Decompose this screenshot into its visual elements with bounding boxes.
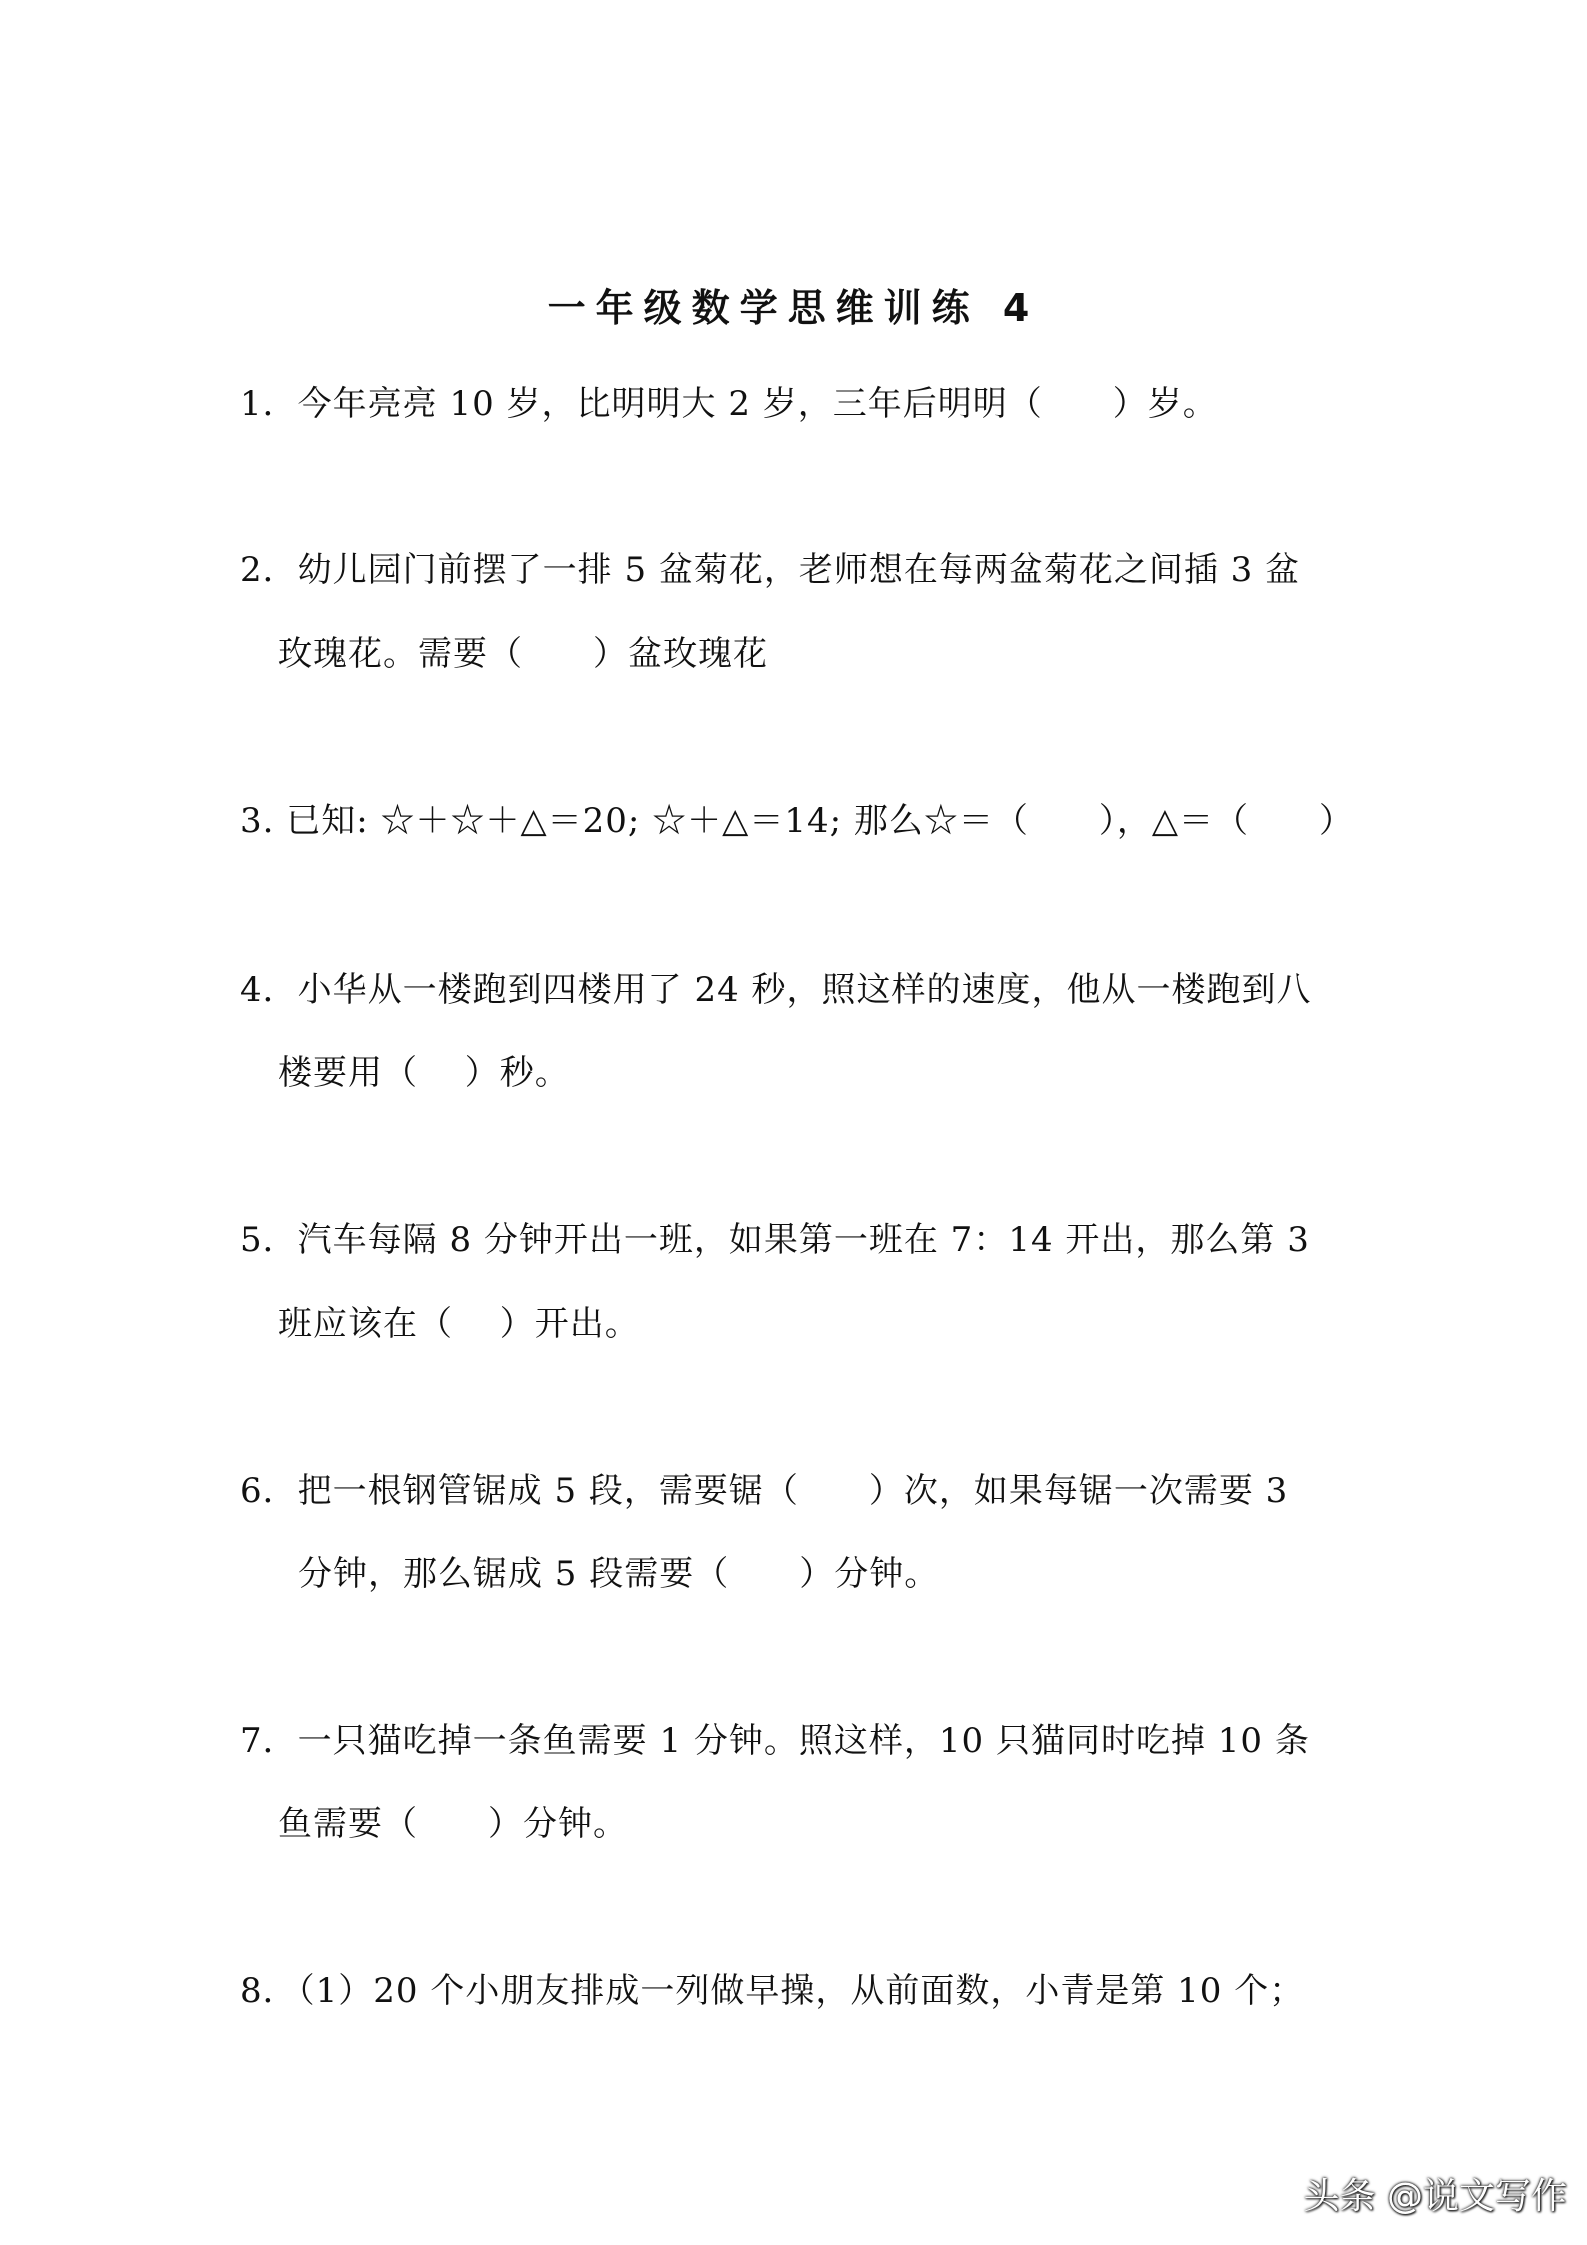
question-7-line-1: 7．一只猫吃掉一条鱼需要 1 分钟。照这样，10 只猫同时吃掉 10 条	[240, 1721, 1310, 1761]
question-4-line-2: 楼要用（ ）秒。	[278, 1053, 570, 1093]
question-2-line-1: 2．幼儿园门前摆了一排 5 盆菊花，老师想在每两盆菊花之间插 3 盆	[240, 550, 1301, 590]
question-2-line-2: 玫瑰花。需要（ ）盆玫瑰花	[278, 634, 768, 674]
question-3-line-1: 3. 已知: ☆＋☆＋△＝20; ☆＋△＝14; 那么☆＝（ ），△＝（ ）	[240, 801, 1355, 841]
question-6-line-1: 6．把一根钢管锯成 5 段，需要锯（ ）次，如果每锯一次需要 3	[240, 1471, 1289, 1511]
question-4-line-1: 4．小华从一楼跑到四楼用了 24 秒，照这样的速度，他从一楼跑到八	[240, 970, 1312, 1010]
question-5-line-2: 班应该在（ ）开出。	[278, 1304, 640, 1344]
question-5-line-1: 5．汽车每隔 8 分钟开出一班，如果第一班在 7：14 开出，那么第 3	[240, 1220, 1310, 1260]
question-7-line-2: 鱼需要（ ）分钟。	[278, 1804, 628, 1844]
question-8-line-1: 8．（1）20 个小朋友排成一列做早操，从前面数，小青是第 10 个；	[240, 1971, 1305, 2011]
watermark-text: 头条 @说文写作	[1303, 2176, 1567, 2217]
question-6-line-2: 分钟，那么锯成 5 段需要（ ）分钟。	[298, 1554, 940, 1594]
worksheet-title: 一年级数学思维训练 4	[547, 286, 1040, 330]
question-1-line-1: 1．今年亮亮 10 岁，比明明大 2 岁，三年后明明（ ）岁。	[240, 384, 1218, 424]
